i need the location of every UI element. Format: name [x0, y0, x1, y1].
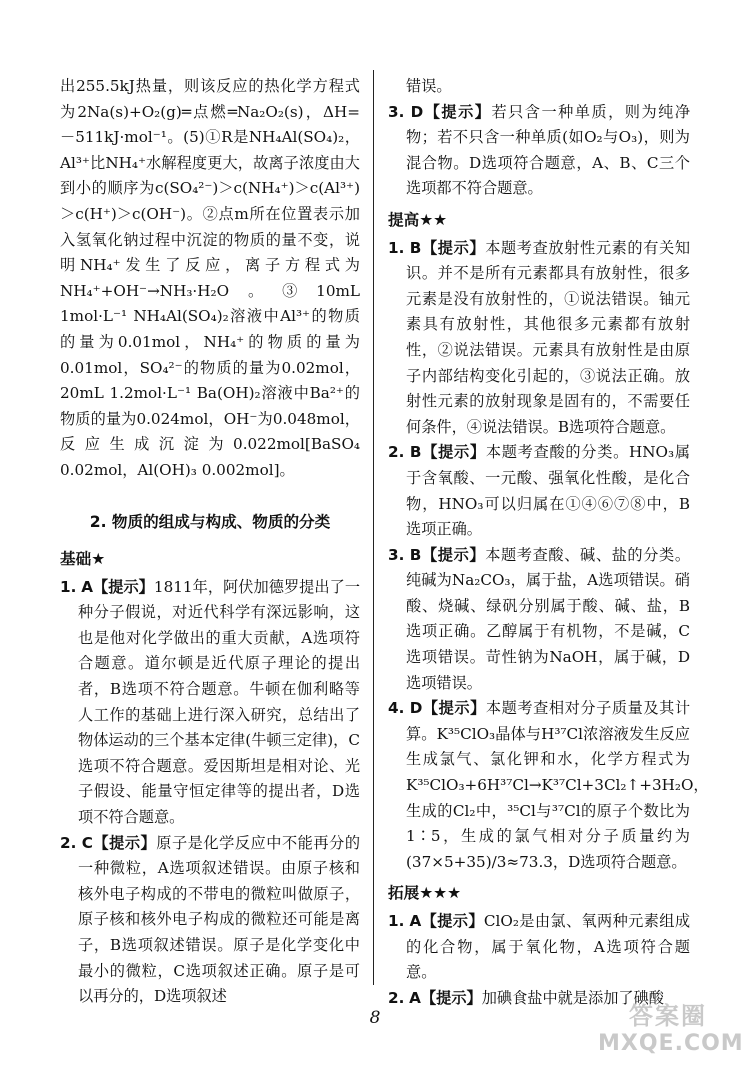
right-column: [388, 74, 709, 1011]
item-text: 加碘食盐中就是添加了碘酸: [481, 988, 664, 1007]
tip-label: 【提示】: [423, 102, 492, 121]
watermark-logo: [598, 1001, 744, 1063]
item-text: ClO₂是由氯、氧两种元素组成的化合物，属于氧化物，A选项符合题意。: [406, 912, 691, 982]
continued-text: 错误。: [406, 77, 452, 95]
basic-heading: 基础★: [60, 550, 106, 569]
item-text: 本题考查酸、碱、盐的分类。纯碱为Na₂CO₃，属于盐，A选项错误。硝酸、烧碱、绿矾分别属于酸、碱、盐，B选项正确。乙醇属于有机物，不是碱，C选项错误。苛性钠为NaOH，属于碱，D选项错误。: [406, 545, 691, 692]
improve-item-1: [388, 236, 690, 441]
item-text: 若只含一种单质，则为纯净物；若不只含一种单质(如O₂与O₃)，则为混合物。D选项符合题意，A、B、C三个选项都不符合题意。: [406, 102, 691, 198]
tip-label: 【提示】: [421, 912, 484, 930]
item-text: 本题考查相对分子质量及其计算。K³⁵ClO₃晶体与H³⁷Cl浓溶液发生反应生成氯气、氯化钾和水，化学方程式为K³⁵ClO₃+6H³⁷Cl→K³⁷Cl+3Cl₂↑+3H₂O，生成的Cl₂中，³⁵Cl与³⁷Cl的原子个数比为1∶5，生成的氯气相对分子质量约为(37×5+35)/3≈73.3，D选项符合题意。: [406, 699, 709, 871]
item-answer: B: [409, 545, 422, 564]
item-answer: B: [409, 238, 422, 257]
tip-label: 【提示】: [422, 699, 486, 718]
improve-item-2: [388, 440, 690, 542]
item-text: 本题考查放射性元素的有关知识。并不是所有元素都具有放射性，很多元素是没有放射性的，①说法错误。铀元素具有放射性，其他很多元素都有放射性，②说法错误。元素具有放射性是由原子内部结构变化引起的，③说法正确。放射性元素的放射现象是固有的，不需要任何条件，④说法错误。B选项符合题意。: [406, 238, 691, 436]
section-title: 2. 物质的组成与构成、物质的分类: [89, 512, 331, 531]
item-answer: D: [410, 102, 424, 121]
extend-item-1: [388, 909, 690, 986]
item-answer: D: [409, 699, 423, 718]
column-divider: [373, 70, 374, 985]
item-number: 2.: [388, 988, 405, 1007]
item-number: 2.: [388, 443, 405, 462]
item-answer: C: [81, 833, 93, 852]
item-number: 3.: [388, 545, 405, 564]
tip-label: 【提示】: [420, 988, 482, 1007]
tip-label: 【提示】: [421, 238, 486, 257]
item-text: 本题考查酸的分类。HNO₃属于含氧酸、一元酸、强氧化性酸，是化合物，HNO₃可以归属在①④⑥⑦⑧中，B选项正确。: [406, 443, 691, 539]
tip-label: 【提示】: [421, 443, 486, 462]
basic-item-1: [60, 575, 360, 831]
item-number: 3.: [388, 102, 405, 121]
page-number: 8: [369, 1008, 381, 1028]
tip-label: 【提示】: [92, 577, 154, 596]
intro-paragraph: 出255.5kJ热量，则该反应的热化学方程式为2Na(s)+O₂(g)═点燃═Na₂O₂(s)，ΔH=－511kJ·mol⁻¹。(5)①R是NH₄Al(SO₄)₂，Al³⁺比NH₄⁺水解程度更大，故离子浓度由大到小的顺序为c(SO₄²⁻)＞c(NH₄⁺)＞c(Al³⁺)＞c(H⁺)＞c(OH⁻)。②点m所在位置表示加入氢氧化钠过程中沉淀的物质的量不变，说明NH₄⁺发生了反应，离子方程式为NH₄⁺+OH⁻→NH₃·H₂O。③10mL 1mol·L⁻¹ NH₄Al(SO₄)₂溶液中Al³⁺的物质的量为0.01mol，NH₄⁺的物质的量为0.01mol，SO₄²⁻的物质的量为0.02mol，20mL 1.2mol·L⁻¹ Ba(OH)₂溶液中Ba²⁺的物质的量为0.024mol，OH⁻为0.048mol，反应生成沉淀为0.022mol[BaSO₄ 0.02mol，Al(OH)₃ 0.002mol]。: [60, 77, 360, 479]
tip-label: 【提示】: [92, 833, 157, 852]
left-column: [60, 74, 360, 1010]
improve-item-3: [388, 543, 690, 697]
item-answer: B: [409, 443, 422, 462]
watermark-line-2: MXQE.COM: [598, 1031, 744, 1056]
tip-label: 【提示】: [421, 545, 486, 564]
item-number: 2.: [60, 833, 77, 852]
item-number: 1.: [388, 238, 405, 257]
watermark-line-1: 答案圈: [629, 1002, 707, 1030]
item-number: 1.: [388, 912, 405, 930]
item-answer: A: [81, 577, 93, 596]
improve-item-4: [388, 696, 709, 875]
improve-heading: 提高★★: [388, 210, 448, 229]
item-answer: A: [409, 988, 421, 1007]
extend-heading: 拓展★★★: [388, 884, 462, 903]
item-number: 4.: [388, 699, 405, 718]
basic-item-2: [60, 831, 360, 1010]
item-text: 原子是化学反应中不能再分的一种微粒，A选项叙述错误。由原子核和核外电子构成的不带电的微粒叫做原子，原子核和核外电子构成的微粒还可能是离子，B选项叙述错误。原子是化学变化中最小的微粒，C选项叙述正确。原子是可以再分的，D选项叙述: [78, 833, 361, 1006]
item-number: 1.: [60, 577, 77, 596]
item-answer: A: [409, 912, 422, 930]
basic-item-3: [388, 100, 690, 202]
item-text: 1811年，阿伏加德罗提出了一种分子假说，对近代科学有深远影响，这也是他对化学做出的重大贡献，A选项符合题意。道尔顿是近代原子理论的提出者，B选项不符合题意。牛顿在伽利略等人工作的基础上进行深入研究，总结出了物体运动的三个基本定律(牛顿三定律)，C选项不符合题意。爱因斯坦是相对论、光子假设、能量守恒定律等的提出者，D选项不符合题意。: [78, 577, 361, 827]
